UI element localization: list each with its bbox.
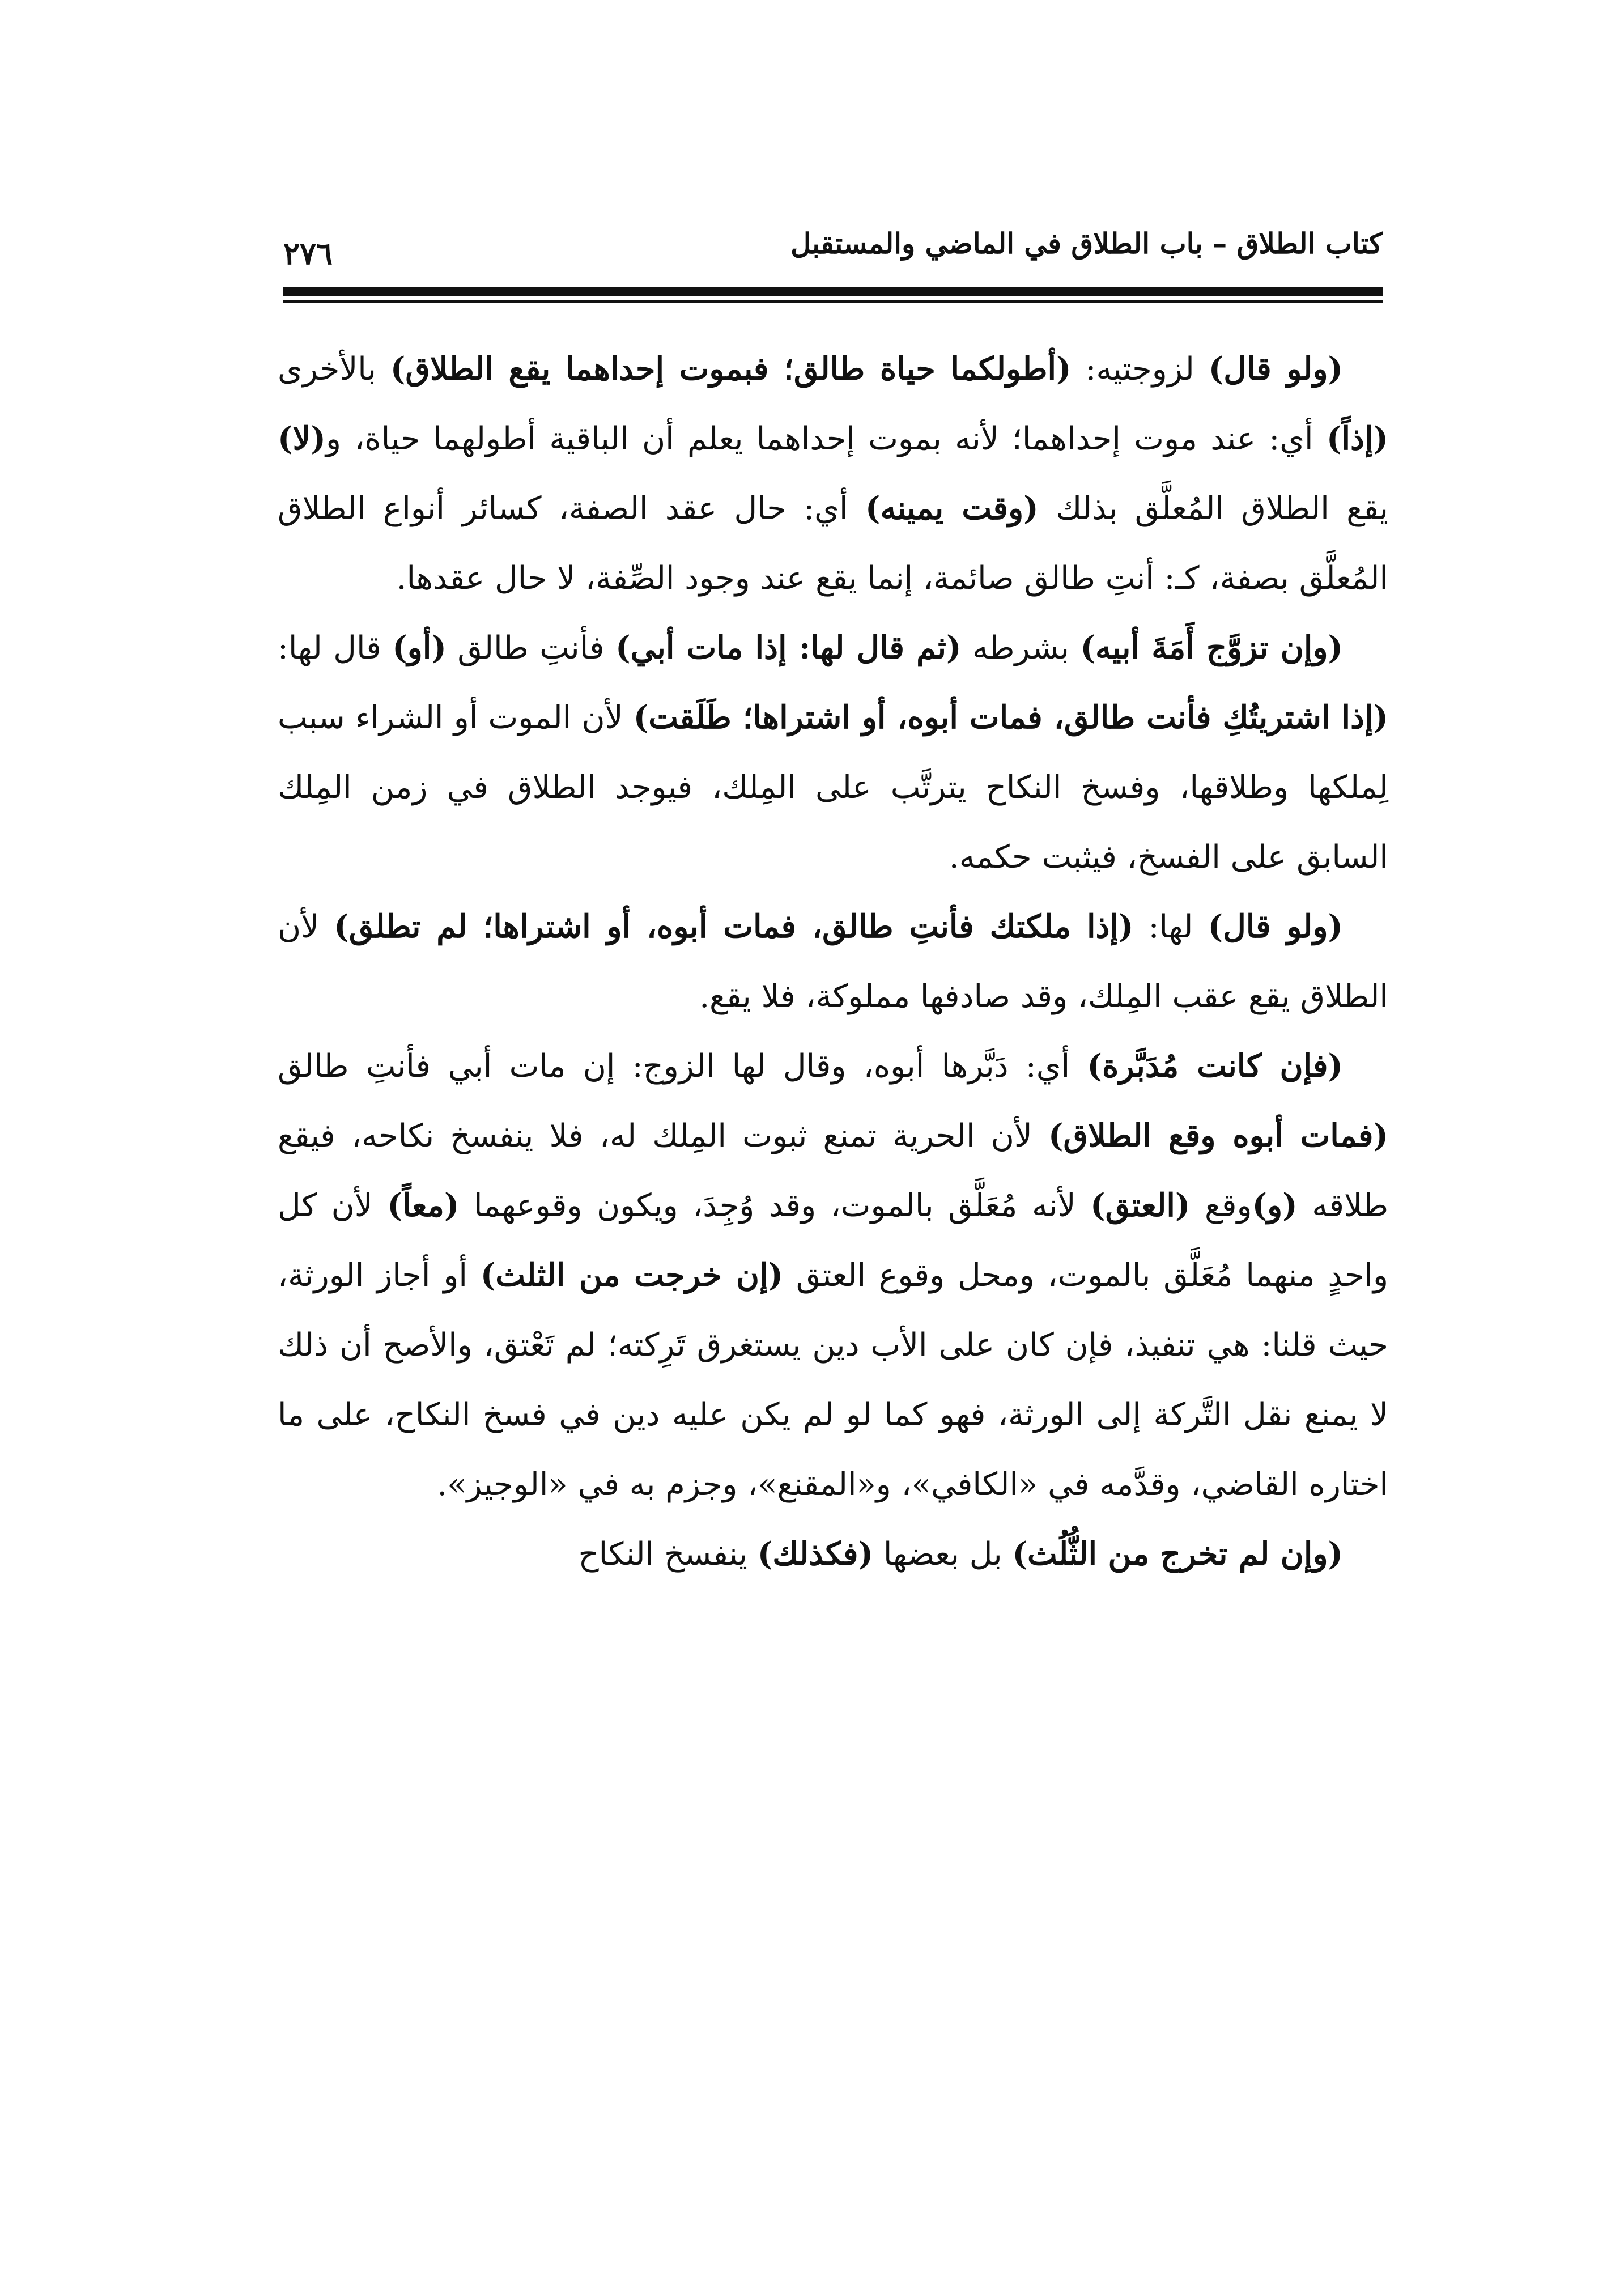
text-run: بشرطه	[961, 630, 1081, 666]
paragraph	[278, 892, 1388, 1031]
text-run: أي: حال عقد الصفة، كسائر أنواع الطلاق المُعلَّق بصفة، كـ: أنتِ طالق صائمة، إنما يقع عند وجود الصِّفة، لا حال عقدها.	[278, 490, 1388, 597]
page-number: ٢٧٦	[283, 235, 333, 271]
paragraph	[278, 613, 1388, 892]
text-bold: (فمات أبوه وقع الطلاق)	[1048, 1117, 1389, 1154]
paragraph	[278, 1031, 1388, 1519]
running-title: كتاب الطلاق – باب الطلاق في الماضي والمستقبل	[790, 227, 1383, 260]
text-bold: (فكذلك)	[757, 1535, 874, 1573]
text-bold: (إذاً)	[1326, 420, 1388, 457]
text-run: لأن الحرية تمنع ثبوت المِلك له، فلا ينفسخ نكاحه، فيقع طلاقه	[278, 1118, 1389, 1224]
text-run: لأن كل واحدٍ منهما مُعَلَّق بالموت، ومحل وقوع العتق	[278, 1187, 1388, 1294]
text-bold: (ثم قال لها: إذا مات أبي)	[615, 629, 962, 666]
paragraph	[278, 334, 1388, 613]
text-run: لأن الطلاق يقع عقب المِلك، وقد صادفها مملوكة، فلا يقع.	[278, 908, 1388, 1015]
text-run: أي: دَبَّرها أبوه، وقال لها الزوج: إن مات أبي فأنتِ طالق	[278, 1048, 1087, 1085]
text-run: لها:	[1133, 908, 1208, 945]
text-run: وقع	[1190, 1187, 1252, 1224]
text-bold: (ولو قال)	[1208, 350, 1344, 388]
text-bold: (و)	[1252, 1187, 1298, 1224]
text-bold: (إذا اشتريتُكِ فأنت طالق، فمات أبوه، أو اشتراها؛ طَلَقت)	[633, 699, 1388, 736]
text-run: لأن الموت أو الشراء سبب لِملكها وطلاقها، وفسخ النكاح يترتَّب على المِلك، فيوجد الطلاق في زمن المِلك السابق على الفسخ، فيثبت حكمه.	[278, 699, 1388, 876]
text-bold: (وقت يمينه)	[865, 490, 1039, 527]
text-run: أي: عند موت إحداهما؛ لأنه بموت إحداهما يعلم أن الباقية أطولهما حياة، و	[325, 421, 1327, 457]
text-run: لزوجتيه:	[1071, 351, 1209, 388]
text-run: بالأخرى	[278, 351, 390, 388]
text-bold: (أطولكما حياة طالق؛ فبموت إحداهما يقع الطلاق)	[390, 350, 1072, 388]
text-bold: (إذا ملكتك فأنتِ طالق، فمات أبوه، أو اشتراها؛ لم تطلق)	[334, 908, 1134, 945]
text-run: لأنه مُعَلَّق بالموت، وقد وُجِدَ، ويكون وقوعهما	[459, 1187, 1091, 1224]
text-bold: (وإن لم تخرج من الثُّلُث)	[1012, 1535, 1343, 1573]
page-header	[283, 221, 1383, 283]
text-bold: (ولو قال)	[1208, 908, 1344, 945]
text-bold: (العتق)	[1090, 1187, 1191, 1224]
text-bold: (إن خرجت من الثلث)	[480, 1256, 784, 1294]
text-bold: (فإن كانت مُدَبَّرة)	[1087, 1047, 1344, 1085]
body-text	[278, 334, 1388, 1589]
text-bold: (معاً)	[387, 1187, 460, 1224]
text-bold: (لا)	[278, 420, 326, 457]
text-run: فأنتِ طالق	[446, 630, 616, 666]
header-rule-thin	[283, 300, 1383, 303]
text-run: يقع الطلاق المُعلَّق بذلك	[1038, 490, 1388, 527]
text-run: أو أجاز الورثة، حيث قلنا: هي تنفيذ، فإن كان على الأب دين يستغرق تَرِكته؛ لم تَعْتق، والأصح أن ذلك لا يمنع نقل التَّركة إلى الورثة، فهو كما لو لم يكن عليه دين في فسخ النكاح، على ما اختاره القاضي، وقدَّمه في «الكافي»، و«المقنع»، وجزم به في «الوجيز».	[278, 1257, 1388, 1503]
text-bold: (وإن تزوَّج أَمَةَ أبيه)	[1080, 629, 1343, 666]
header-rule-thick	[283, 287, 1383, 296]
paragraph	[278, 1519, 1388, 1589]
text-run: بل بعضها	[873, 1536, 1013, 1573]
text-bold: (أو)	[392, 629, 447, 666]
text-run: قال لها:	[278, 630, 393, 666]
text-run: ينفسخ النكاح	[578, 1536, 758, 1573]
